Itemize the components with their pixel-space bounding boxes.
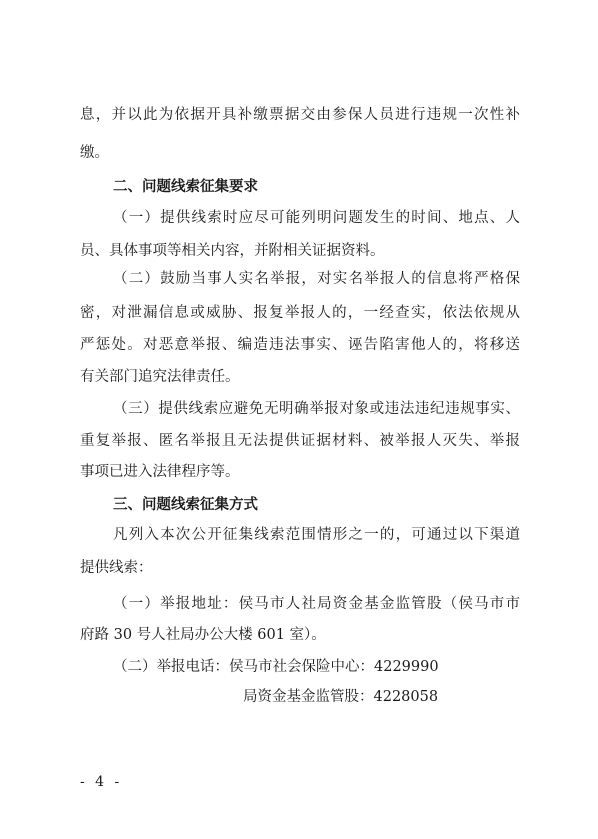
paragraph-line: 提供线索： (80, 560, 153, 576)
paragraph-line: 密，对泄漏信息或威胁、报复举报人的，一经查实，依法依规从 (80, 305, 520, 321)
paragraph-line: 局资金基金监管股：4228058 (243, 689, 439, 705)
paragraph-line: 严惩处。对恶意举报、编造违法事实、诬告陷害他人的，将移送 (80, 337, 520, 353)
paragraph-line: 府路 30 号人社局办公大楼 601 室）。 (80, 627, 326, 643)
paragraph-line: 缴。 (80, 145, 109, 161)
paragraph-line: 重复举报、匿名举报且无法提供证据材料、被举报人灭失、举报 (80, 433, 520, 449)
page-number: - 4 - (80, 774, 123, 790)
paragraph-line: （二）举报电话：侯马市社会保险中心：4229990 (113, 659, 439, 675)
section-heading: 二、问题线索征集要求 (113, 179, 258, 195)
paragraph-line: 凡列入本次公开征集线索范围情形之一的，可通过以下渠道 (113, 527, 520, 543)
section-heading: 三、问题线索征集方式 (113, 497, 258, 513)
paragraph-line: （二）鼓励当事人实名举报，对实名举报人的信息将严格保 (113, 271, 520, 287)
paragraph-line: （一）提供线索时应尽可能列明问题发生的时间、地点、人 (113, 210, 520, 226)
paragraph-line: 事项已进入法律程序等。 (80, 464, 240, 480)
paragraph-line: 息，并以此为依据开具补缴票据交由参保人员进行违规一次性补 (80, 107, 520, 123)
paragraph-line: 有关部门追究法律责任。 (80, 369, 240, 385)
paragraph-line: （一）举报地址：侯马市人社局资金基金监管股（侯马市市 (113, 596, 520, 612)
paragraph-line: 员、具体事项等相关内容，并附相关证据资料。 (80, 243, 385, 259)
paragraph-line: （三）提供线索应避免无明确举报对象或违法违纪违规事实、 (113, 401, 520, 417)
